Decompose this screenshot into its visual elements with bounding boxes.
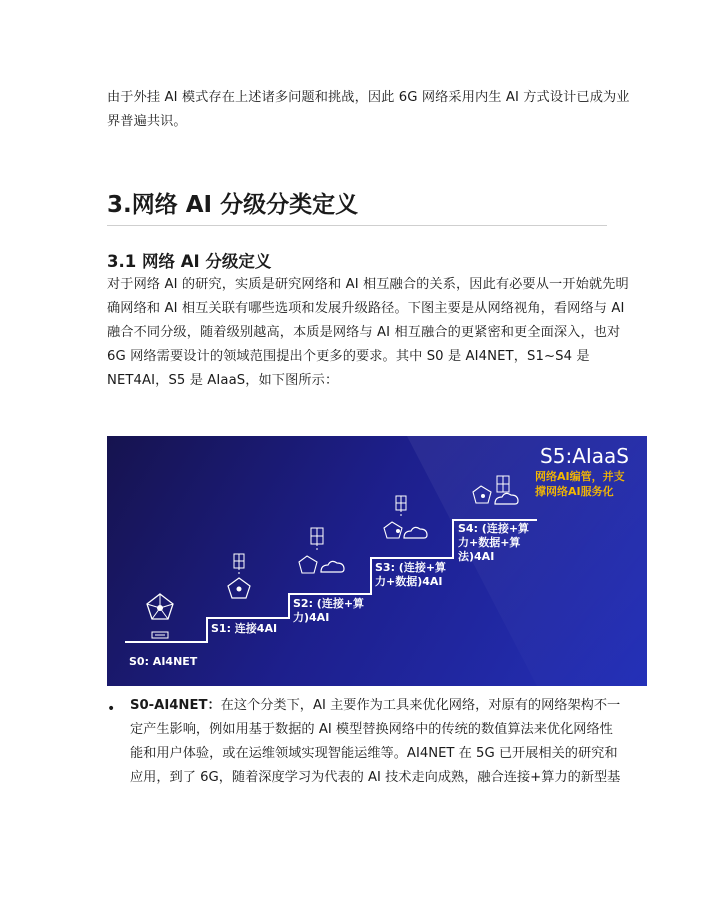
- stage-label-line: S1: 连接4AI: [211, 622, 278, 635]
- body-line: 对于网络 AI 的研究，实质是研究网络和 AI 相互融合的关系，因此有必要从一开始就先明: [107, 277, 629, 292]
- connectivity-icon: [228, 554, 250, 598]
- stage-label-line: S4: (连接+算: [458, 522, 530, 535]
- bullet-line: 定产生影响，例如用基于数据的 AI 模型替换网络中的传统的数值算法来优化网络性: [130, 722, 613, 737]
- stage-label-s1: [211, 622, 277, 636]
- stage-label-line: 力+数据+算: [458, 536, 521, 549]
- stage-label-line: S3: (连接+算: [375, 561, 447, 574]
- bullet-line: 应用，到了 6G，随着深度学习为代表的 AI 技术走向成熟，融合连接+算力的新型基: [130, 770, 621, 785]
- body-line: 确网络和 AI 相互关联有哪些选项和发展升级路径。下图主要是从网络视角，看网络与 AI: [107, 301, 625, 316]
- bullet-marker: •: [107, 701, 116, 717]
- body-line: 融合不同分级，随着级别越高，本质是网络与 AI 相互融合的更紧密和更全面深入，也对: [107, 325, 621, 340]
- network-node-icon: [147, 594, 173, 638]
- stage-label-s4: [458, 522, 529, 564]
- stage-label-s0: [129, 655, 197, 669]
- stage-label-s3: [375, 561, 446, 589]
- body-paragraph: [107, 273, 629, 393]
- bullet-first-text: 在这个分类下，AI 主要作为工具来优化网络，对原有的网络架构不一: [220, 698, 621, 713]
- body-line: 6G 网络需要设计的领域范围提出个更多的要求。其中 S0 是 AI4NET，S1~S4 是: [107, 349, 590, 364]
- s0-bullet-paragraph: [130, 694, 621, 790]
- stage-label-s2: [293, 597, 364, 625]
- stage-label-line: 力+数据)4AI: [375, 575, 443, 588]
- bullet-lead: S0-AI4NET：: [130, 698, 221, 713]
- subsection-heading: 3.1 网络 AI 分级定义: [107, 252, 272, 271]
- intro-paragraph: [107, 86, 630, 134]
- compute-cloud-icon: [299, 528, 344, 573]
- stage-label-line: 法)4AI: [458, 550, 495, 563]
- section-heading: 3.网络 AI 分级分类定义: [107, 192, 359, 218]
- compute-data-icon: [384, 496, 427, 538]
- intro-line: 由于外挂 AI 模式存在上述诸多问题和挑战，因此 6G 网络采用内生 AI 方式设计已成为业: [107, 90, 630, 105]
- ai-level-figure: [107, 436, 647, 686]
- stage-label-line: S2: (连接+算: [293, 597, 365, 610]
- bullet-line: 能和用户体验，或在运维领域实现智能运维等。AI4NET 在 5G 已开展相关的研究和: [130, 746, 618, 761]
- figure-title: S5:AIaaS: [540, 444, 629, 468]
- stage-label-line: S0: AI4NET: [129, 655, 198, 668]
- callout-line: 网络AI编管，并支: [535, 470, 625, 483]
- callout-line: 撑网络AI服务化: [535, 485, 614, 498]
- intro-line: 界普遍共识。: [107, 114, 187, 129]
- s5-callout: [535, 469, 625, 499]
- stage-label-line: 力)4AI: [293, 611, 330, 624]
- bullet-line: [130, 694, 621, 718]
- body-line: NET4AI，S5 是 AIaaS，如下图所示：: [107, 373, 339, 388]
- heading-divider: [107, 225, 607, 226]
